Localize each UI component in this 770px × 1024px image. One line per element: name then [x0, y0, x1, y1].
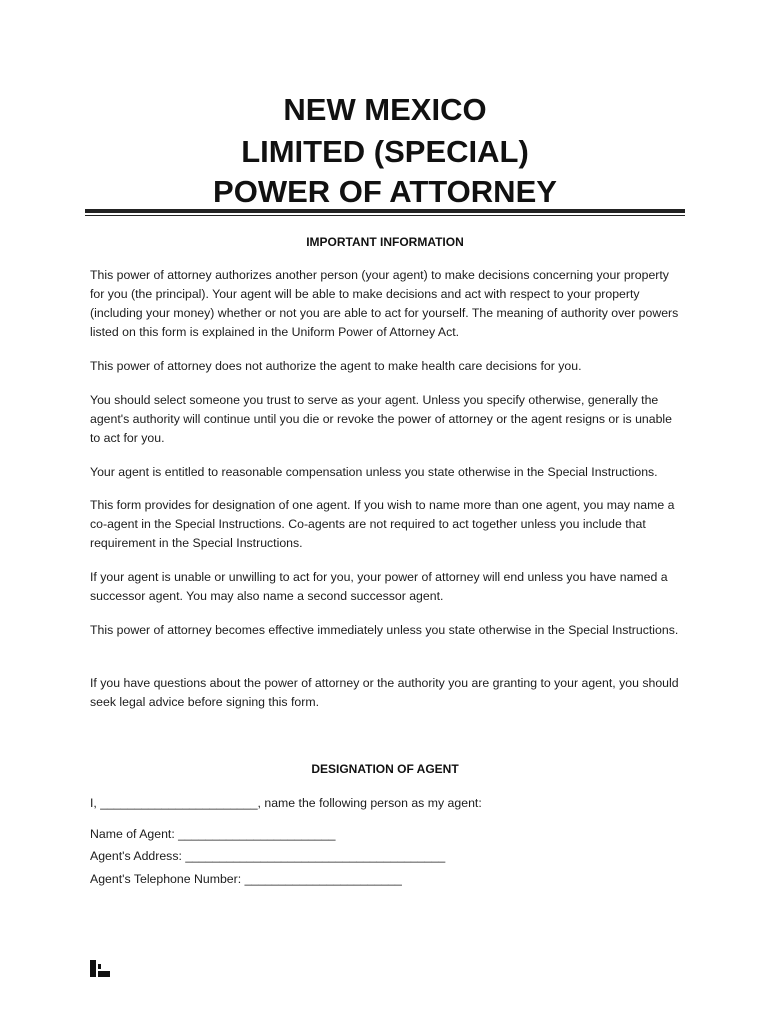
agent-telephone-line: Agent's Telephone Number: _______________________ — [90, 872, 402, 886]
designation-of-agent-heading: DESIGNATION OF AGENT — [311, 762, 459, 776]
paragraph-effective: This power of attorney becomes effective immediately unless you state otherwise in the Special Instructions. — [90, 623, 679, 637]
paragraph-compensation: Your agent is entitled to reasonable compensation unless you state otherwise in the Special Instructions. — [90, 465, 658, 479]
paragraph-successor-agent: If your agent is unable or unwilling to act for you, your power of attorney will end unless you have named a successor agent. You may also name a second successor agent. — [90, 570, 668, 603]
legal-templates-logo-icon — [90, 960, 110, 977]
agent-address-line: Agent's Address: ______________________________________ — [90, 849, 446, 863]
title-rule-thin — [85, 215, 685, 216]
document-title-line-1: NEW MEXICO — [283, 92, 487, 127]
agent-name-line: Name of Agent: _______________________ — [90, 827, 336, 841]
important-information-heading: IMPORTANT INFORMATION — [306, 235, 464, 249]
paragraph-health-care: This power of attorney does not authorize the agent to make health care decisions for you. — [90, 359, 582, 373]
paragraph-authorization: This power of attorney authorizes another person (your agent) to make decisions concerning your property for you (the principal). Your agent will be able to make decisions and act with respect to your property (including your money) whether or not you are able to act for yourself. The meaning of authority over powers listed on this form is explained in the Uniform Power of Attorney Act. — [90, 268, 679, 339]
paragraph-co-agent: This form provides for designation of one agent. If you wish to name more than one agent, you may name a co-agent in the Special Instructions. Co-agents are not required to act together unless you include that requirement in the Special Instructions. — [90, 498, 675, 550]
document-title-line-3: POWER OF ATTORNEY — [213, 174, 557, 209]
title-rule-thick — [85, 209, 685, 213]
paragraph-legal-advice: If you have questions about the power of attorney or the authority you are granting to your agent, you should seek legal advice before signing this form. — [90, 676, 679, 709]
document-title-line-2: LIMITED (SPECIAL) — [241, 134, 529, 169]
principal-name-line: I, _______________________, name the following person as my agent: — [90, 796, 482, 810]
paragraph-select-agent: You should select someone you trust to serve as your agent. Unless you specify otherwise, generally the agent's authority will continue until you die or revoke the power of attorney or the agent resigns or is unable to act for you. — [90, 393, 673, 445]
